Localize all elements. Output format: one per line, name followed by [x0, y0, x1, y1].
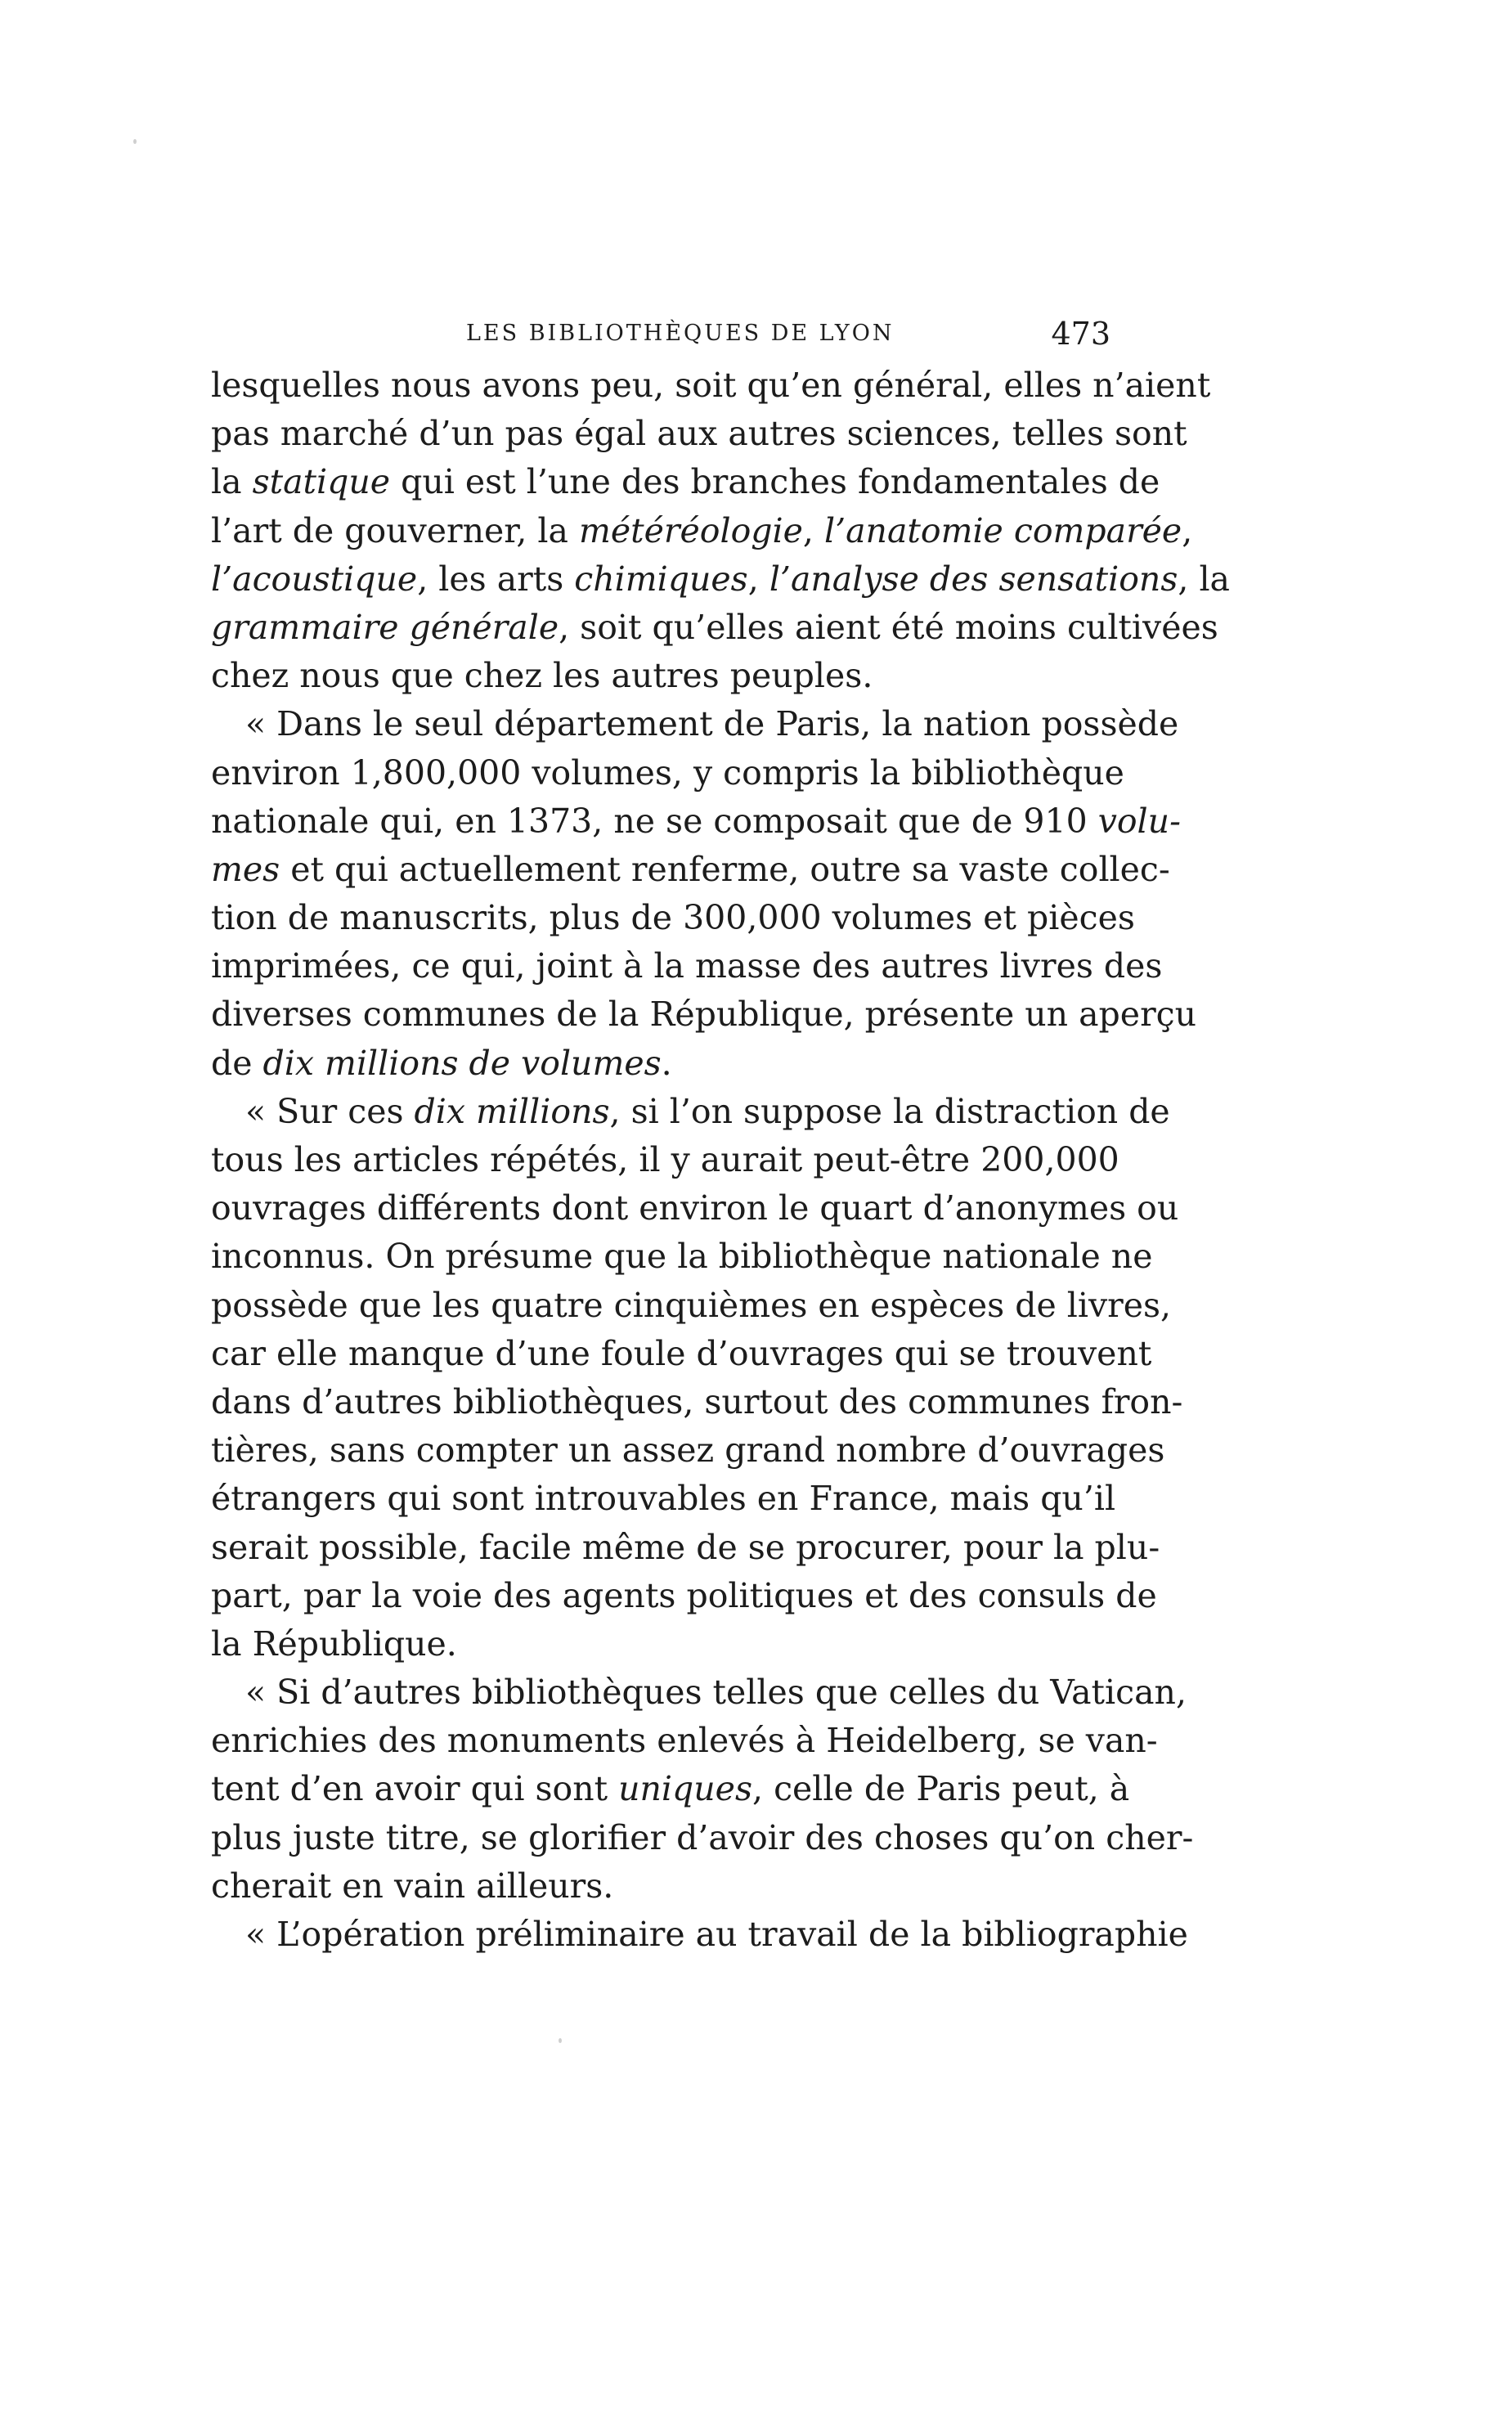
paper-speck [559, 2038, 562, 2043]
text-line [211, 507, 1193, 555]
text-run: possède que les quatre cinquièmes en espèces de livres, [211, 1285, 1172, 1325]
text-run: cherait en vain ailleurs. [211, 1866, 614, 1906]
text-line [211, 1282, 1172, 1330]
italic-text: uniques [618, 1769, 752, 1809]
text-run: part, par la voie des agents politiques et des consuls de [211, 1575, 1157, 1615]
text-run: « Sur ces [245, 1091, 415, 1131]
text-line [211, 1717, 1158, 1765]
text-run: plus juste titre, se glorifier d’avoir des choses qu’on cher- [211, 1817, 1194, 1857]
text-run: enrichies des monuments enlevés à Heidelberg, se van- [211, 1721, 1158, 1761]
italic-text: dix millions de volumes [262, 1043, 662, 1083]
italic-text: l’anatomie comparée [823, 510, 1182, 550]
text-run: , [747, 559, 769, 599]
italic-text: météréologie [579, 510, 803, 550]
text-run: « Si d’autres bibliothèques telles que celles du Vatican, [245, 1673, 1187, 1713]
text-run: « L’opération préliminaire au travail de la bibliographie [245, 1915, 1188, 1954]
body-text [211, 362, 1230, 1959]
text-line [211, 1378, 1183, 1426]
text-run: environ 1,800,000 volumes, y compris la bibliothèque [211, 752, 1124, 793]
text-run: lesquelles nous avons peu, soit qu’en général, elles n’aient [211, 366, 1211, 405]
text-line [211, 1233, 1153, 1281]
text-line [211, 797, 1181, 846]
text-line [211, 1911, 1188, 1959]
text-run: tent d’en avoir qui sont [211, 1769, 619, 1809]
text-run: ouvrages différents dont environ le quart d’anonymes ou [211, 1188, 1179, 1228]
text-run: la République. [211, 1623, 457, 1664]
text-line [211, 1862, 1110, 1911]
text-line [211, 410, 1187, 458]
text-run: la [211, 462, 253, 502]
text-run: , [1182, 510, 1193, 550]
text-line [211, 1040, 1110, 1088]
text-line [211, 700, 1179, 748]
italic-text: chimiques [574, 559, 748, 599]
text-line [211, 1184, 1179, 1233]
text-line [211, 894, 1135, 942]
text-line [211, 1426, 1165, 1475]
text-run: qui est l’une des branches fondamentales de [390, 462, 1160, 502]
text-run: tion de manuscrits, plus de 300,000 volumes et pièces [211, 898, 1135, 938]
text-line [211, 749, 1124, 797]
text-line [211, 652, 1110, 700]
text-line [211, 990, 1197, 1039]
text-run: l’art de gouverner, la [211, 510, 580, 550]
running-head [211, 313, 1110, 354]
text-line [211, 942, 1163, 990]
text-run: serait possible, facile même de se procurer, pour la plu- [211, 1527, 1160, 1567]
text-line [211, 1475, 1116, 1523]
text-line [211, 1765, 1130, 1813]
text-run: chez nous que chez les autres peuples. [211, 656, 873, 696]
text-run: « Dans le seul département de Paris, la nation possède [245, 704, 1179, 744]
text-line [211, 846, 1170, 894]
text-line [211, 1136, 1119, 1184]
text-run: , [802, 510, 824, 550]
italic-text: statique [252, 462, 391, 502]
paper-speck [133, 139, 137, 144]
text-line [211, 362, 1211, 410]
page-number: 473 [1051, 316, 1110, 352]
text-line [211, 555, 1230, 604]
text-run: et qui actuellement renferme, outre sa vaste collec- [280, 849, 1170, 889]
text-line [211, 1668, 1187, 1717]
text-line [211, 1572, 1157, 1620]
text-run: inconnus. On présume que la bibliothèque nationale ne [211, 1237, 1153, 1277]
italic-text: volu- [1097, 801, 1181, 841]
text-line [211, 1814, 1194, 1862]
text-run: nationale qui, en 1373, ne se composait que de 910 [211, 801, 1098, 841]
text-run: . [661, 1043, 672, 1083]
text-run: dans d’autres bibliothèques, surtout des communes fron- [211, 1381, 1183, 1421]
text-run: étrangers qui sont introuvables en France, mais qu’il [211, 1479, 1116, 1519]
text-run: pas marché d’un pas égal aux autres sciences, telles sont [211, 414, 1187, 454]
text-line [211, 604, 1218, 652]
italic-text: mes [211, 849, 280, 889]
text-run: , celle de Paris peut, à [752, 1769, 1130, 1809]
text-line [211, 1330, 1152, 1378]
text-run: car elle manque d’une foule d’ouvrages qui se trouvent [211, 1333, 1152, 1373]
text-run: tous les articles répétés, il y aurait peut-être 200,000 [211, 1140, 1119, 1179]
text-run: , soit qu’elles aient été moins cultivées [559, 607, 1218, 647]
text-run: de [211, 1043, 263, 1083]
text-line [211, 1088, 1170, 1136]
italic-text: dix millions [414, 1091, 610, 1131]
running-title: LES BIBLIOTHÈQUES DE LYON [466, 321, 895, 346]
italic-text: grammaire générale [211, 607, 559, 647]
text-run: , la [1178, 559, 1230, 599]
text-run: tières, sans compter un assez grand nombre d’ouvrages [211, 1430, 1165, 1471]
italic-text: l’analyse des sensations [769, 559, 1178, 599]
text-line [211, 1524, 1160, 1572]
text-run: , les arts [417, 559, 575, 599]
italic-text: l’acoustique [211, 559, 418, 599]
text-run: imprimées, ce qui, joint à la masse des autres livres des [211, 946, 1163, 986]
text-run: diverses communes de la République, présente un aperçu [211, 995, 1197, 1035]
text-line [211, 1620, 1110, 1668]
text-line [211, 458, 1160, 506]
text-run: , si l’on suppose la distraction de [609, 1091, 1170, 1131]
